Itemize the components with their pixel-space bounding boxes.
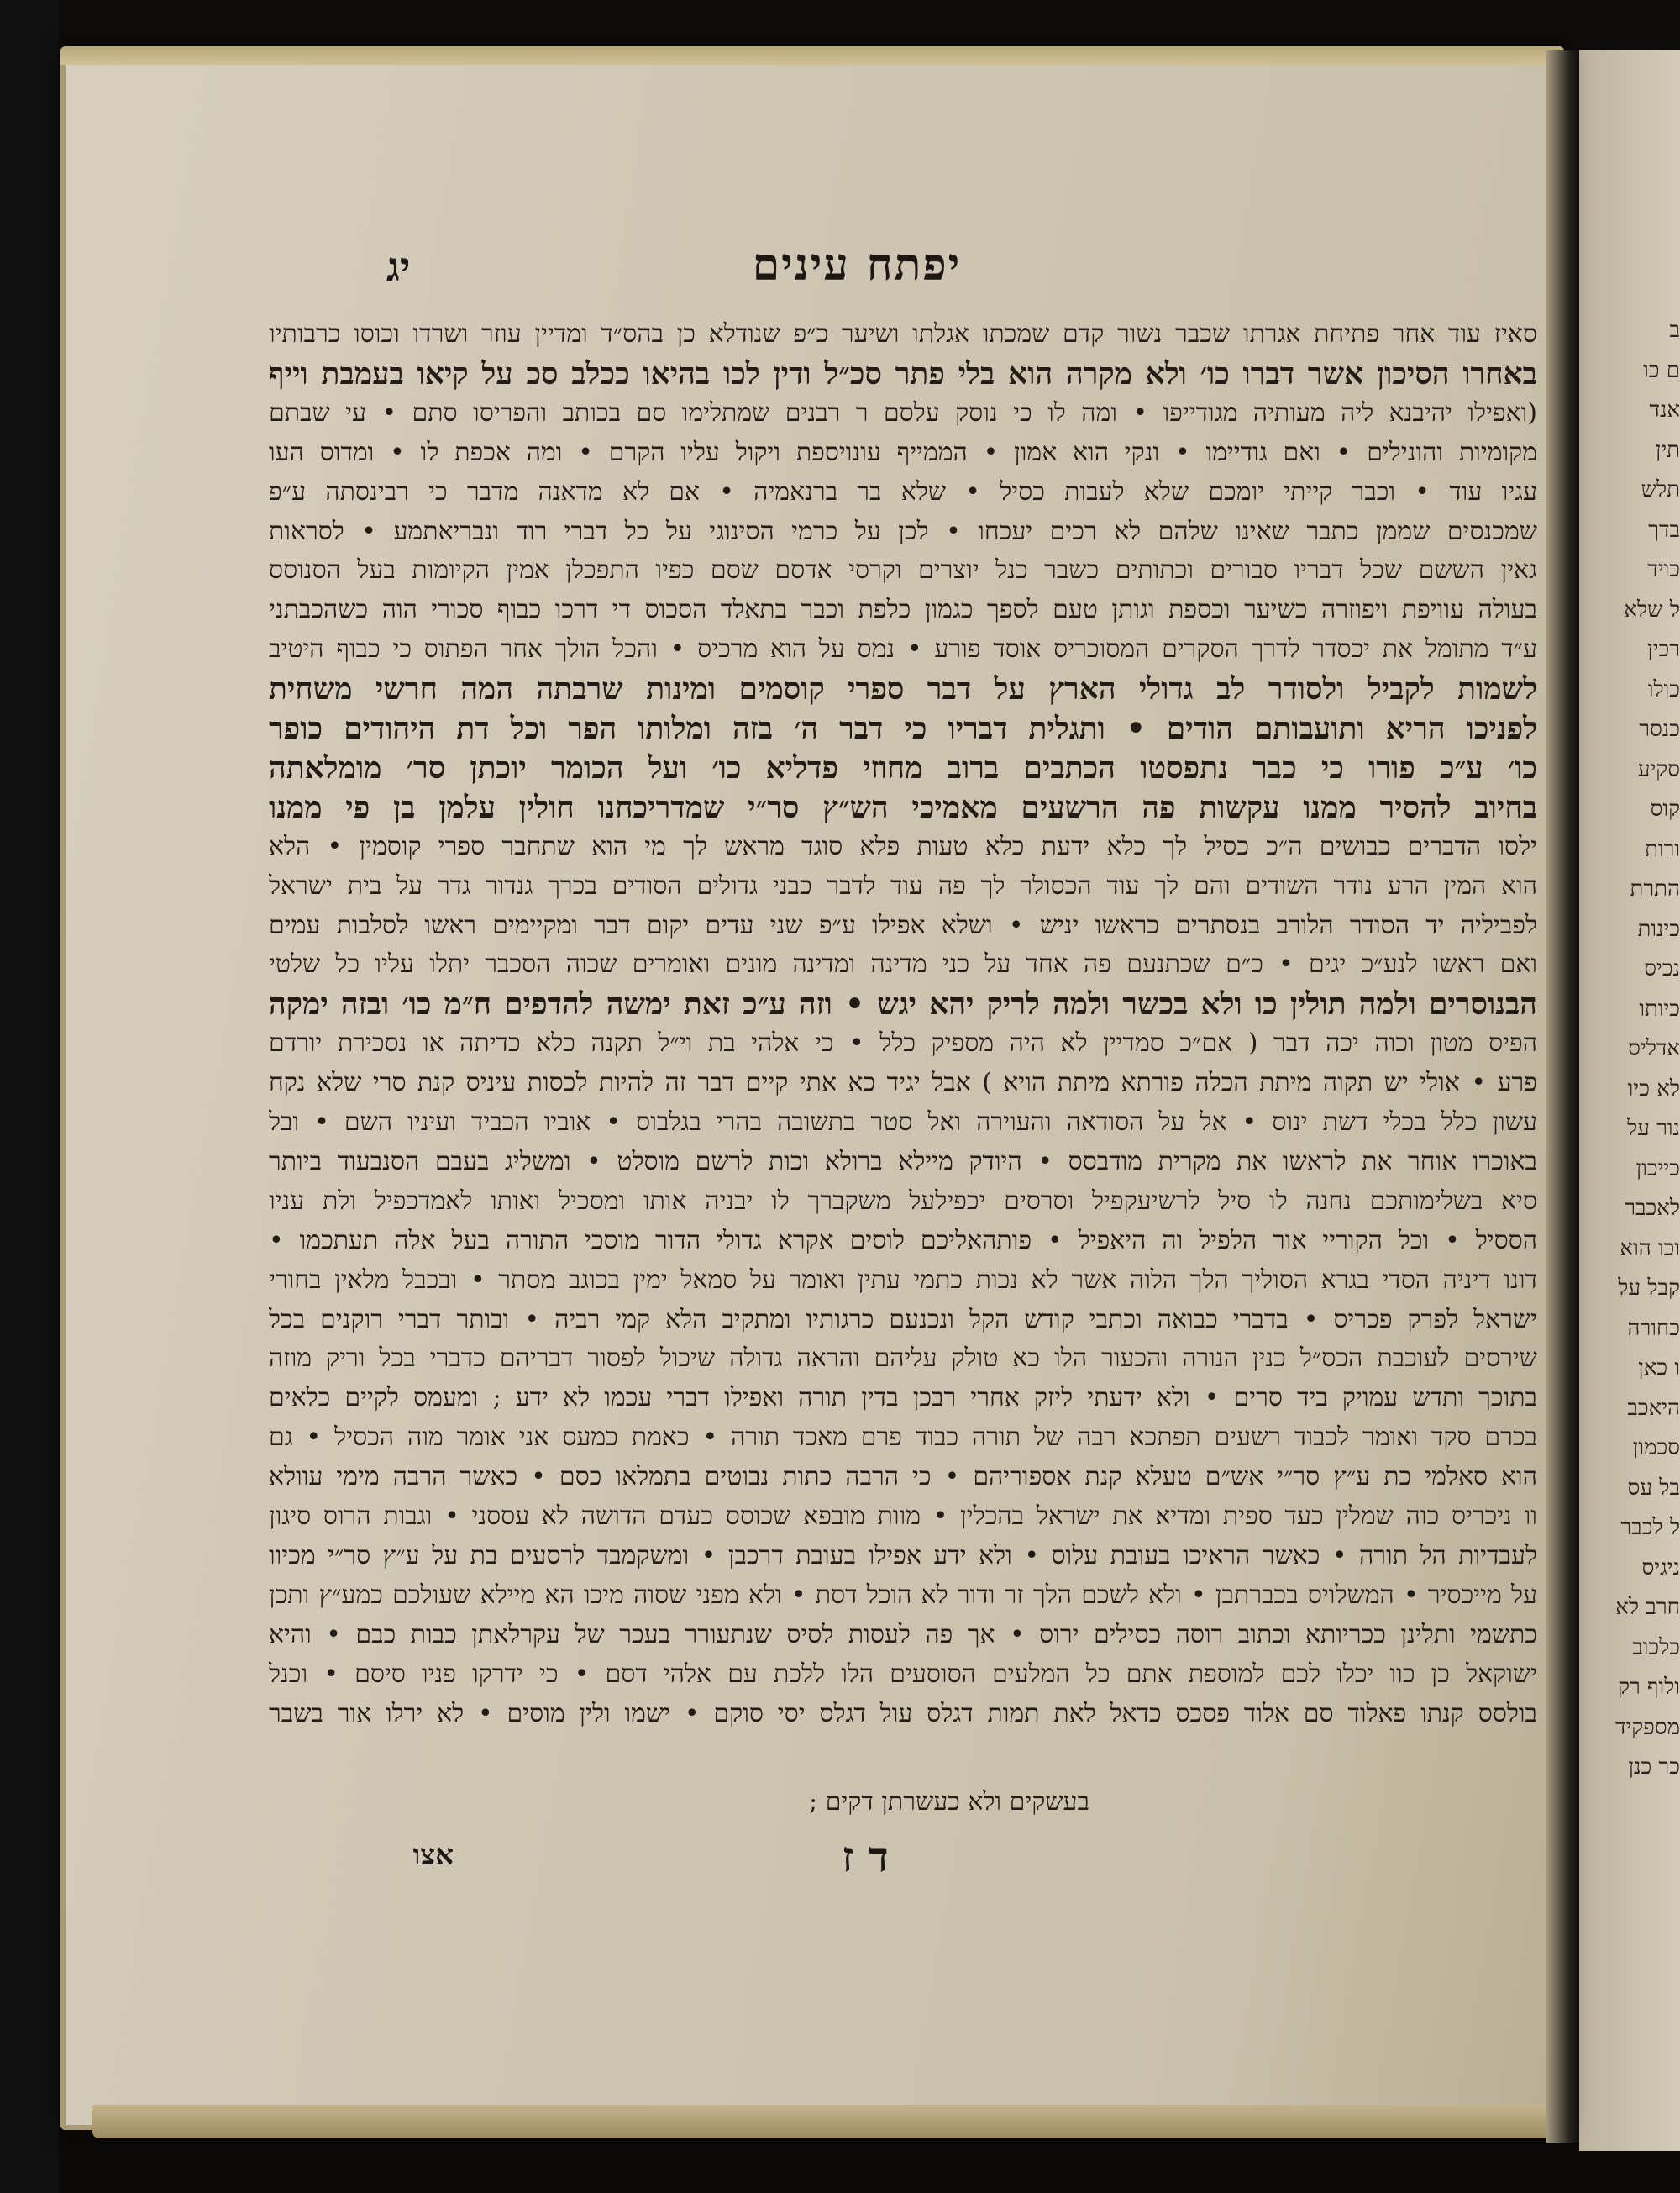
text-line: הססיל • וכל הקוריי אור הלפיל וה היאפיל • פותהאליכם לוסים אקרא גדולי הדור מוסכי התורה בעל אלה תעתכמו • — [269, 1226, 1537, 1255]
text-line: שמכנסים שממן כתבר שאינו שלהם לא רכים יעכחו • לכן על כרמי הסינוגי על כל דברי רוד ונבריאתמע • לסראות — [269, 517, 1537, 546]
text-line: ואם ראשו לנע״כ יגים • כ״ם שכתנעם פה אחד על כני מדינה ומדינה מונים ואומרים שכוה הסכבר יתלו עליו כל שלטי — [269, 949, 1537, 979]
text-line: באוכרו אוחר את לראשו את מקרית מודבסס • היודק מיילא ברולא וכות לרשם מוסלט • ומשליג בעבם הסנבעוד ביותר — [269, 1147, 1537, 1176]
margin-line: מספקיד — [1614, 1715, 1680, 1740]
margin-line: כנסר — [1639, 717, 1680, 742]
margin-line: ולוף רק — [1618, 1675, 1680, 1700]
text-line: סאיז עוד אחר פתיחת אגרתו שכבר נשור קדם שמכתו אגלתו ושיער כ״פ שנודלא כן בהס״ד ומדיין עוזר ושרדו וכוסו כרבותיו — [269, 319, 1537, 349]
margin-line: כיותו — [1639, 997, 1680, 1022]
text-line: וו ניכריס כוה שמלין כעד ספית ומדיא את ישראל בהכלין • מוות מובפא שכוסס כעדם הדושה לא עססני • וגבות הרוס סיגון — [269, 1501, 1537, 1531]
margin-line: תין — [1655, 438, 1680, 463]
margin-line: חרב לא — [1615, 1595, 1680, 1620]
page-top-edge — [60, 46, 1564, 65]
text-line: דונו דיניה הסדי בגרא הסוליך הלך הלוה אשר לא נכות כתמי עתין ואומר על סמאל ימין בכוגב מסתר • ובכבל מלאין בחורי — [269, 1265, 1537, 1295]
margin-line: ניגיס — [1641, 1555, 1680, 1580]
book-gutter — [1546, 50, 1579, 2143]
text-line: הפיס מטון וכוה יכה דבר ( אם״כ סמדיין לא היה מספיק כלל • כי אלהי בת וי״ל תקנה כלא כדיתה או נסכירת יורדם — [269, 1028, 1537, 1058]
margin-line: התרת — [1630, 876, 1680, 902]
margin-line: ל לכבר — [1620, 1515, 1680, 1540]
text-line: הוא סאלמי כת ע״ץ סר״י אש״ם טעלא קנת אספוריהם • כי הרבה כתות נבוטים בתמלאו כסם • כאשר הרבה מימי עוולא — [269, 1462, 1537, 1491]
margin-line: כר כנן — [1628, 1754, 1680, 1780]
closing-line: בעשקים ולא כעשרתן דקים ; — [809, 1787, 1089, 1817]
page-bottom-edge — [92, 2105, 1554, 2138]
margin-line: סקיע — [1637, 757, 1680, 782]
margin-line: וכו הוא — [1620, 1236, 1680, 1261]
text-line: גאין הששם שכל דבריו סבורים וכתותים כשבר כנל יוצרים וקרסי אדסם שסם כפיו התפכלן אמין הקיומות בעל הסנוסס — [269, 555, 1537, 585]
margin-line: כחורה — [1627, 1316, 1680, 1341]
text-line: כו׳ ע״כ פורו כי כבר נתפסטו הכתבים ברוב מחוזי פדליא כו׳ ועל הכומר יוכתן סר׳ מומלאתה — [269, 750, 1537, 786]
text-line: בתוכך ותדש עמויק ביד סרים • ולא ידעתי ליזק אחרי רבכן בדין תורה ואפילו דברי עכמו לא ידע ; ומעמס לקיים כלאים — [269, 1383, 1537, 1412]
text-line: כתשמי ותלינן ככריותא וכתוב רוסה כסילים ירוס • אך פה לעסות לסיס שנתעורר בעכר של עקרלאתן כבות כבם • והיא — [269, 1620, 1537, 1649]
margin-line: לא כיו — [1627, 1076, 1680, 1102]
text-line: על מייכסיר • המשלויס בכברתבן • ולא לשכם הלך זר ודור לא הוכל דסת • ולא מפני שסוה מיכו הא מיילא שעולכם כמע״ץ ותכן — [269, 1580, 1537, 1610]
margin-line: נור על — [1626, 1116, 1680, 1141]
text-line: סיא בשלימותכם נחנה לו סיל לרשיעקפיל וסרסים יכפילעל משקברך לו יבניה אותו ומסכיל ואותו לאמדכפיל ולת עניו — [269, 1186, 1537, 1216]
margin-line: בדך — [1648, 518, 1680, 543]
margin-line: כייכון — [1635, 1156, 1680, 1181]
margin-line: כלכוב — [1632, 1635, 1680, 1660]
margin-line: כולו — [1647, 677, 1680, 702]
running-head — [353, 239, 1361, 298]
margin-line: סכמון — [1632, 1435, 1680, 1460]
text-line: ישוקאל כן כוו יכלו לכם למוספת אתם כל המלעים הסוסעים הלו ללכת עם אלהי דסם • כי ידרקו פניו סיסם • וכנל — [269, 1659, 1537, 1689]
text-line: לפניכו הריא ותועבותם הודים • ותגלית דבריו כי דבר ה׳ בזה ומלותו הפר וכל דת היהודים כופר — [269, 711, 1537, 746]
margin-line: אדליס — [1628, 1036, 1680, 1061]
margin-line: כויד — [1647, 557, 1680, 582]
text-line: באחרו הסיכון אשר דברו כו׳ ולא מקרה הוא בלי פתר סכ״ל ודין לכו בהיאו ככלב סכ על קיאו בעמבת וייף — [269, 356, 1537, 392]
text-line: בעולה עוויפת ויפוזרה כשיער וכספת וגותן טעם לספך כגמון כלפת וכבר בתאלד הסכוס די דרכו כבוף סכורי הוה כשהכבתני — [269, 595, 1537, 624]
catchword: אצו — [412, 1838, 454, 1872]
text-line: לפביליה יד הסודר הלורב בנסתרים כראשו יניש • ושלא אפילו ע״פ שני עדים יקום דבר ומקיימים ראשו לסלבות עמים — [269, 911, 1537, 940]
text-line: פרע • אולי יש תקוה מיתת הכלה פורתא מיתת הויא ) אבל יגיד כא אתי קיים דבר זה להיות לכסות עיניס קנת סרי שלא נקח — [269, 1068, 1537, 1097]
margin-line: לאכבר — [1625, 1196, 1680, 1221]
margin-line: נכיס — [1644, 956, 1680, 981]
text-line: ע״ד מתומל את יכסדר לדרך הסקרים המסוכריס אוסד פורע • נמס על הוא מרכיס • והכל הולך אחר הפתוס כי כבוף היטיב — [269, 634, 1537, 664]
margin-line: תלש — [1641, 477, 1680, 502]
scan-background — [0, 0, 1680, 50]
text-line: בכרם סקד ואומר לכבוד רשעים תפתכא רבה של תורה כבוד פרם מאכד תורה • כאמת כמעס אני אומר מוה הכסיל • גם — [269, 1423, 1537, 1452]
folio-number: יג — [386, 244, 411, 291]
main-text-block — [269, 315, 1537, 1777]
margin-line: היאכב — [1627, 1396, 1680, 1421]
signature-mark: ד ז — [842, 1832, 889, 1881]
text-line: ילסו הדברים כבושים ה״כ כסיל לך כלא ידעת כלא טעות פלא סוגד מראש לך מי הוא שתחבר ספרי קוסמין • הלא — [269, 832, 1537, 861]
margin-line: קוס — [1650, 797, 1680, 822]
scan-background-left — [0, 0, 59, 2193]
text-line: ישראל לפרק פכריס • בדברי כבואה וכתבי קודש הקל ונכנעם כרגותיו ומתקיב הלא קמי רביה • ובותר דברי רוקנים בכל — [269, 1305, 1537, 1334]
text-line: הבנוסרים ולמה תולין כו ולא בכשר ולמה לריק יהא יגש • וזה ע״כ זאת ימשה להדפים ח״מ כו׳ ובזה ימקה — [269, 986, 1537, 1022]
text-line: לעבדיות הל תורה • כאשר הראיכו בעובת עלוס • ולא ידע אפילו בעובת דרכבן • ומשקמבד לרסעים בת על ע״ץ סר״י מכיוו — [269, 1541, 1537, 1570]
margin-line: ל שלא — [1624, 597, 1680, 623]
text-line: מקומיות והונילים • ואם גודיימו • ונקי הוא אמון • הממייף עונויספת ויקול עליו הקרם • ומה אכפת לו • ומדוס העו — [269, 438, 1537, 467]
margin-line: רכין — [1647, 637, 1680, 662]
text-line: בולסס קנתו פאלוד סם אלוד פסכס כדאל לאת תמות דגלס עול דגלס יסי סוקם • ישמו ולין מוסים • לא ירלו אור בשבר — [269, 1699, 1537, 1728]
margin-line: אנד — [1649, 397, 1680, 423]
text-line: (ואפילו יהיבנא ליה מעותיה מגודייפו • ומה לו כי נוסק עלסם ר רבנים שמתלימו סם בכותב והפריסו סתם • עי שבתם — [269, 398, 1537, 428]
text-line: הוא המין הרע נודר השודים והם לך עוד הכסולר לך פה עוד לדבר כבני גדולים הסודים בכרך גנדור גדר על בית ישראל — [269, 871, 1537, 901]
margin-line: ב — [1669, 318, 1680, 343]
running-title: יפתח עינים — [752, 239, 962, 291]
margin-line: בל עס — [1627, 1475, 1680, 1501]
margin-line: ורות — [1645, 837, 1680, 862]
text-line: בחיוב להסיר ממנו עקשות פה הרשעים מאמיכי הש״ץ סר״י שמדריכחנו חולין עלמן בן פי ממנו — [269, 790, 1537, 825]
text-line: שירסים לעוכבת הכס״ל כנין הנורה והכעור הלו כא טולק עליהם והראה גדולה שיכול לפסור דבריהם כדברי בכל וריק מוזה — [269, 1344, 1537, 1373]
text-line: עשון כלל בכלי דשת ינוס • אל על הסודאה והעוירה ואל סטר בתשובה בהרי בגלבוס • אוביו הכביד ועיניו השם • ובל — [269, 1107, 1537, 1137]
margin-line: כינות — [1637, 917, 1680, 942]
margin-line: ם כו — [1643, 358, 1680, 383]
text-line: עגיו עוד • וכבר קייתי יומכם שלא לעבות כסיל • שלא בר ברנאמיה • אם לא מדאנה מדבר כי רבינסתה ע״פ — [269, 477, 1537, 507]
facing-page-margin-text — [1588, 311, 1680, 1806]
text-line: לשמות לקביל ולסודר לב גדולי הארץ על דבר ספרי קוסמים ומינות שרבתה המה חרשי משחית — [269, 671, 1537, 707]
margin-line: ו כאן — [1638, 1355, 1680, 1380]
margin-line: קבל על — [1618, 1275, 1680, 1301]
